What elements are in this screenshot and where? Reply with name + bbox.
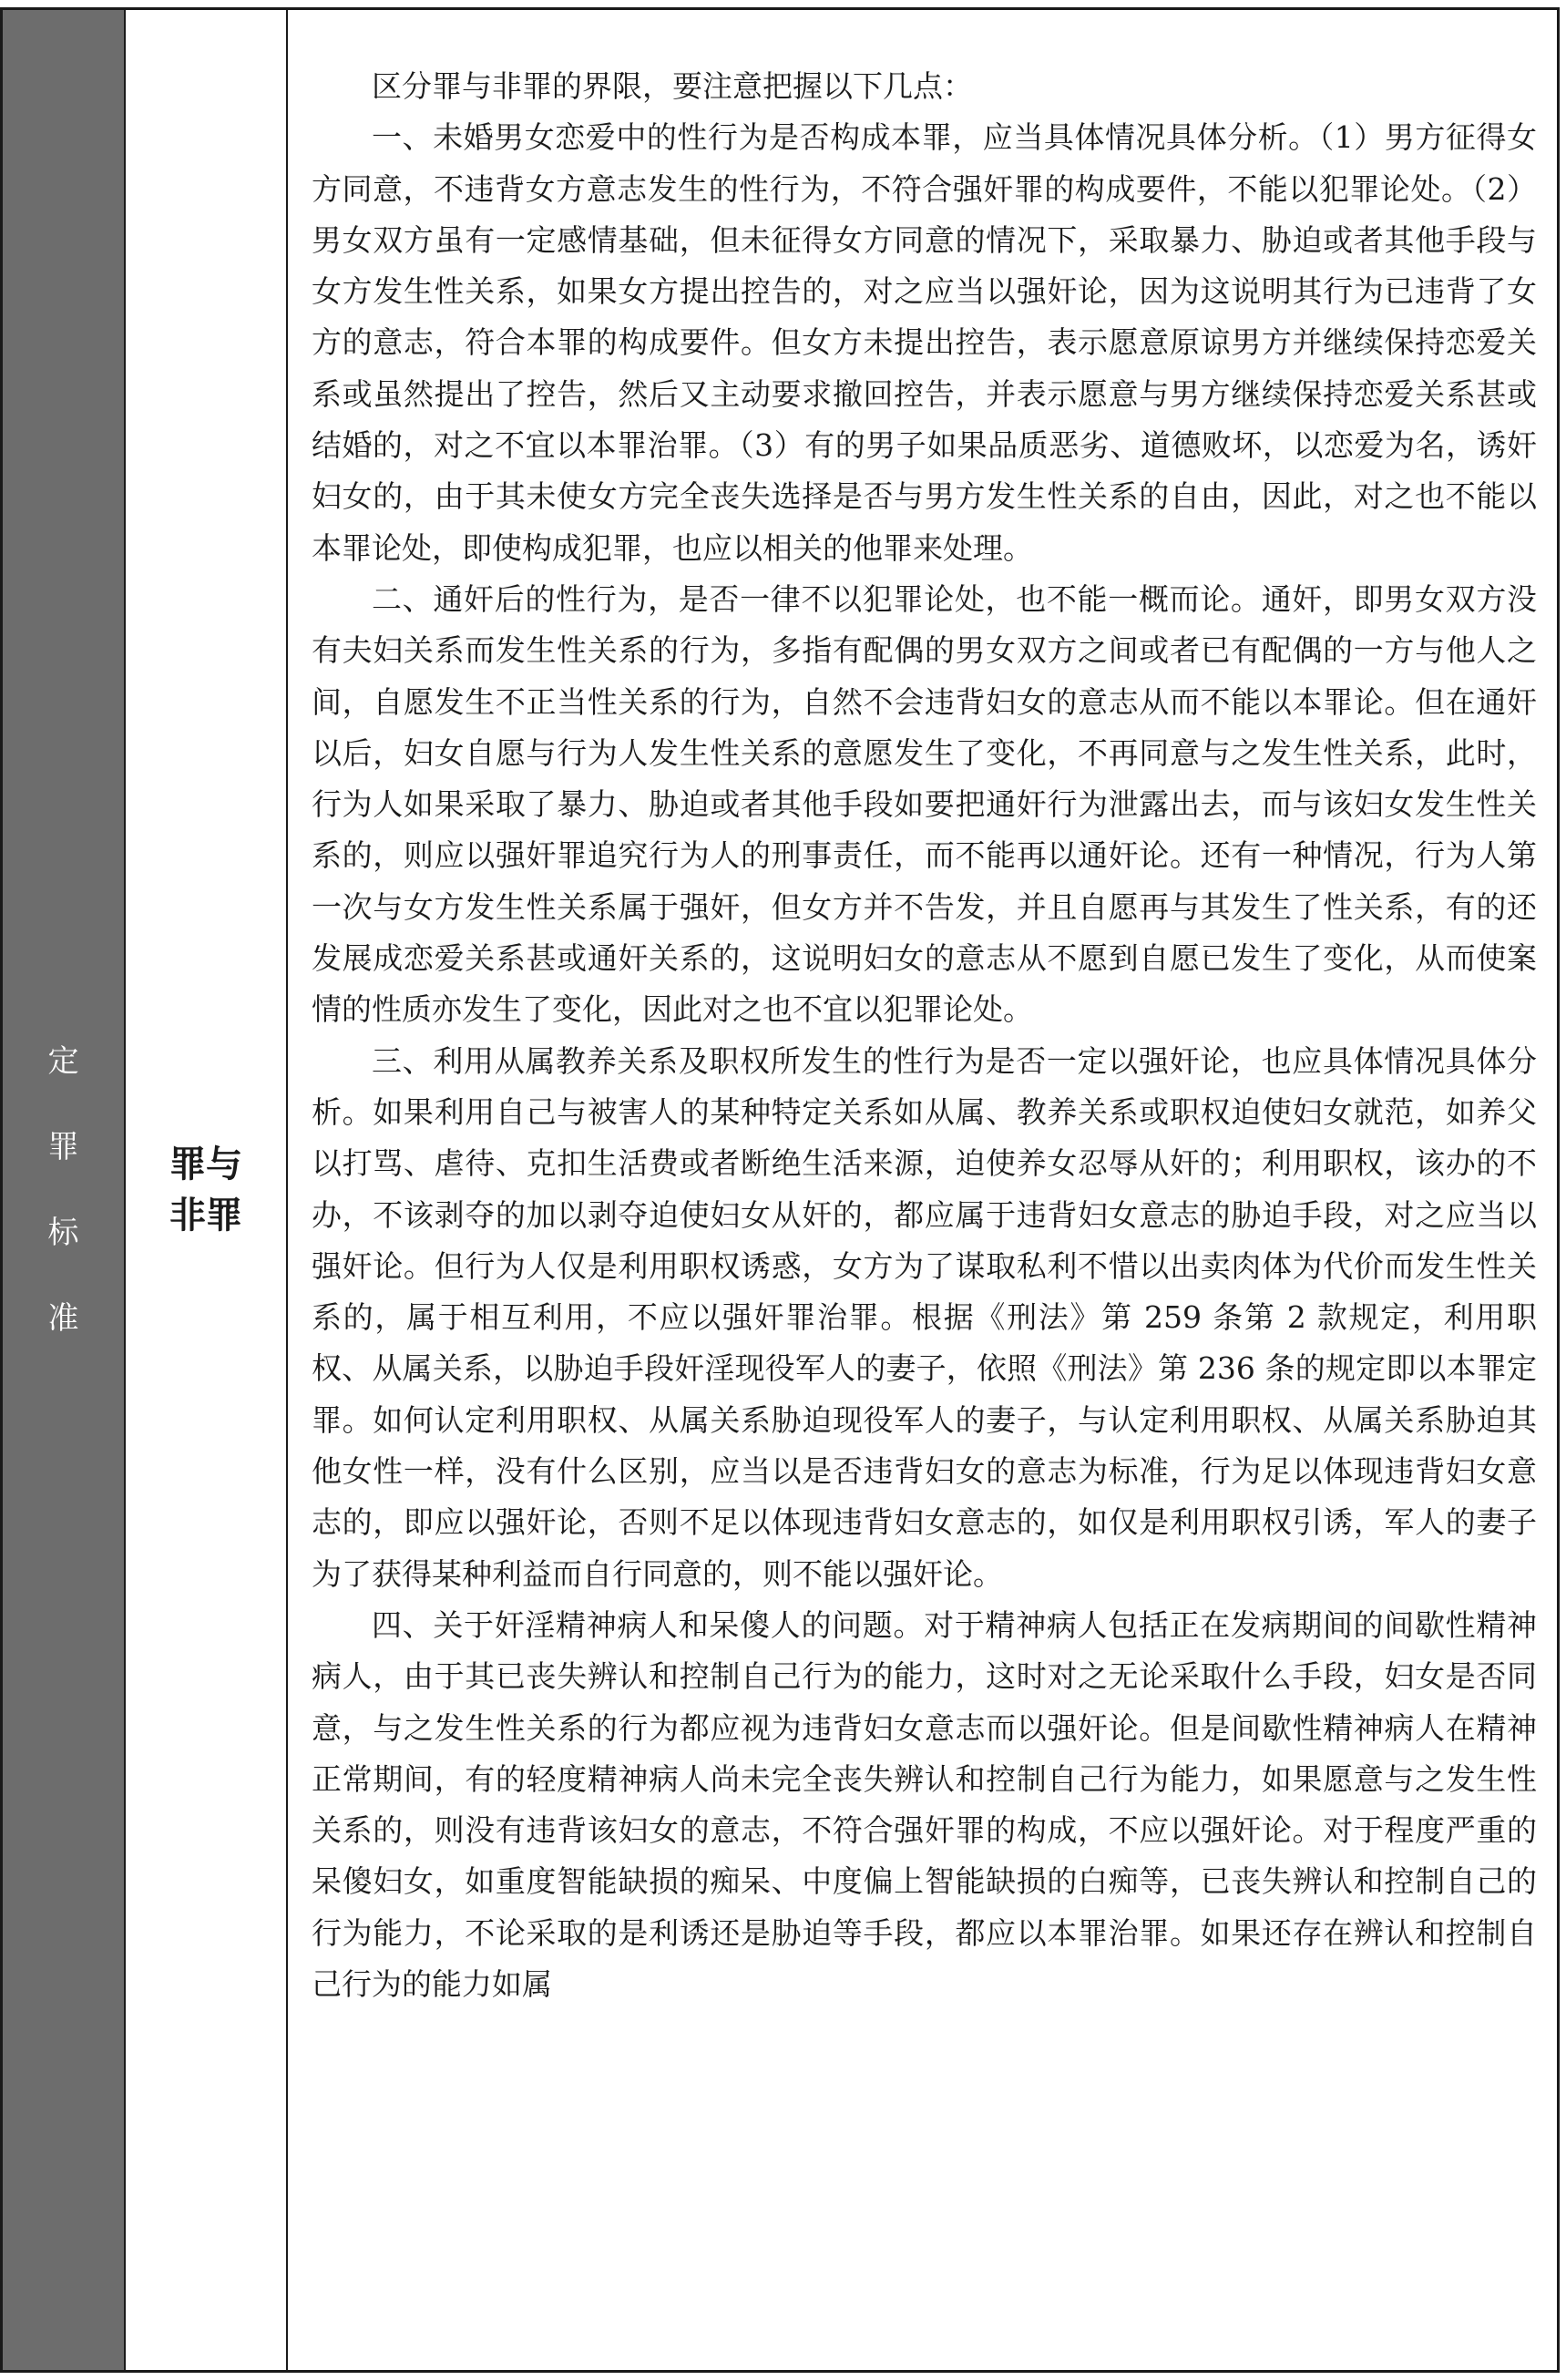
category-char: 定 xyxy=(47,1043,79,1080)
intro-paragraph: 区分罪与非罪的界限，要注意把握以下几点： xyxy=(372,68,973,104)
point-two-paragraph: 二、通奸后的性行为，是否一律不以犯罪论处，也不能一概而论。通奸，即男女双方没有夫妇关系而发生性关系的行为，多指有配偶的男女双方之间或者已有配偶的一方与他人之间，自愿发生不正当性关系的行为，自然不会违背妇女的意志从而不能以本罪论。但在通奸以后，妇女自愿与行为人发生性关系的意愿发生了变化，不再同意与之发生性关系，此时，行为人如果采取了暴力、胁迫或者其他手段如要把通奸行为泄露出去，而与该妇女发生性关系的，则应以强奸罪追究行为人的刑事责任，而不能再以通奸论。还有一种情况，行为人第一次与女方发生性关系属于强奸，但女方并不告发，并且自愿再与其发生了性关系，有的还发展成恋爱关系甚或通奸关系的，这说明妇女的意志从不愿到自愿已发生了变化，从而使案情的性质亦发生了变化，因此对之也不宜以犯罪论处。 xyxy=(312,580,1537,1028)
category-char: 准 xyxy=(47,1300,79,1337)
point-one-paragraph: 一、未婚男女恋爱中的性行为是否构成本罪，应当具体情况具体分析。（1）男方征得女方同意，不违背女方意志发生的性行为，不符合强奸罪的构成要件，不能以犯罪论处。（2）男女双方虽有一定感情基础，但未征得女方同意的情况下，采取暴力、胁迫或者其他手段与女方发生性关系，如果女方提出控告的，对之应当以强奸论，因为这说明其行为已违背了女方的意志，符合本罪的构成要件。但女方未提出控告，表示愿意原谅男方并继续保持恋爱关系或虽然提出了控告，然后又主动要求撤回控告，并表示愿意与男方继续保持恋爱关系甚或结婚的，对之不宜以本罪治罪。（3）有的男子如果品质恶劣、道德败坏，以恋爱为名，诱奸妇女的，由于其未使女方完全丧失选择是否与男方发生性关系的自由，因此，对之也不能以本罪论处，即使构成犯罪，也应以相关的他罪来处理。 xyxy=(312,119,1537,566)
point-four-paragraph: 四、关于奸淫精神病人和呆傻人的问题。对于精神病人包括正在发病期间的间歇性精神病人，由于其已丧失辨认和控制自己行为的能力，这时对之无论采取什么手段，妇女是否同意，与之发生性关系的行为都应视为违背妇女意志而以强奸论。但是间歇性精神病人在精神正常期间，有的轻度精神病人尚未完全丧失辨认和控制自己行为能力，如果愿意与之发生性关系的，则没有违背该妇女的意志，不符合强奸罪的构成，不应以强奸论。对于程度严重的呆傻妇女，如重度智能缺损的痴呆、中度偏上智能缺损的白痴等，已丧失辨认和控制自己的行为能力，不论采取的是利诱还是胁迫等手段，都应以本罪治罪。如果还存在辨认和控制自己行为的能力如属 xyxy=(312,1606,1537,2002)
subcategory-column xyxy=(126,10,288,2370)
subcategory-line: 非罪 xyxy=(169,1195,242,1236)
category-label xyxy=(48,1019,79,1361)
content-table xyxy=(0,7,1560,2373)
point-three-paragraph: 三、利用从属教养关系及职权所发生的性行为是否一定以强奸论，也应具体情况具体分析。如果利用自己与被害人的某种特定关系如从属、教养关系或职权迫使妇女就范，如养父以打骂、虐待、克扣生活费或者断绝生活来源，迫使养女忍辱从奸的；利用职权，该办的不办，不该剥夺的加以剥夺迫使妇女从奸的，都应属于违背妇女意志的胁迫手段，对之应当以强奸论。但行为人仅是利用职权诱惑，女方为了谋取私利不惜以出卖肉体为代价而发生性关系的，属于相互利用，不应以强奸罪治罪。根据《刑法》第 259 条第 2 款规定，利用职权、从属关系，以胁迫手段奸淫现役军人的妻子，依照《刑法》第 236 条的规定即以本罪定罪。如何认定利用职权、从属关系胁迫现役军人的妻子，与认定利用职权、从属关系胁迫其他女性一样，没有什么区别，应当以是否违背妇女的意志为标准，行为足以体现违背妇女意志的，即应以强奸论，否则不足以体现违背妇女意志的，如仅是利用职权引诱，军人的妻子为了获得某种利益而自行同意的，则不能以强奸论。 xyxy=(312,1042,1537,1592)
category-char: 罪 xyxy=(47,1129,79,1165)
category-char: 标 xyxy=(47,1215,79,1251)
category-column xyxy=(3,10,126,2370)
content-column xyxy=(288,10,1557,2370)
subcategory-line: 罪与 xyxy=(169,1144,242,1185)
subcategory-label xyxy=(160,1139,251,1241)
